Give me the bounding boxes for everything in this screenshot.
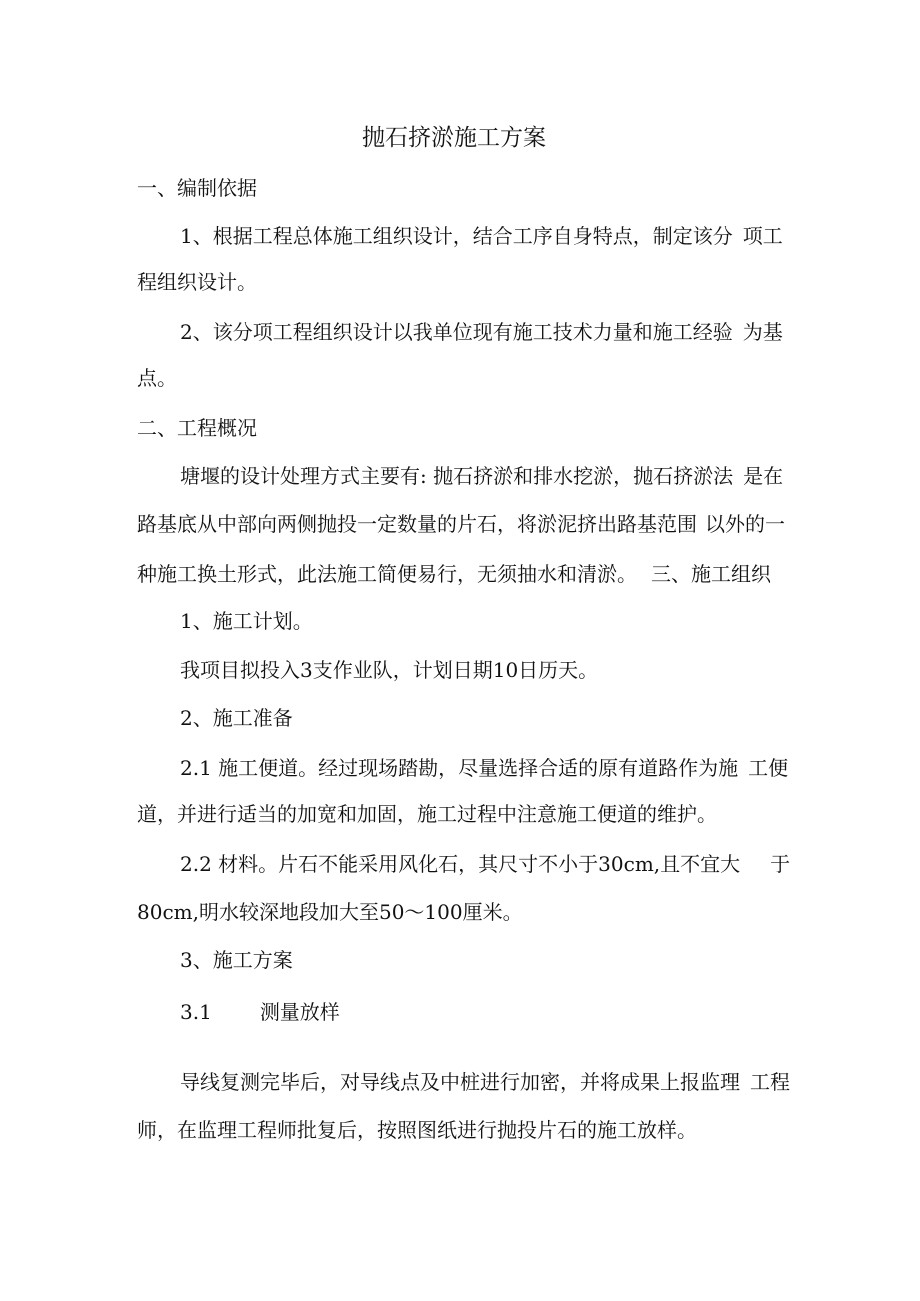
paragraph-2-text-b: 为基 xyxy=(742,320,783,344)
paragraph-1-text-a: 1、根据工程总体施工组织设计，结合工序自身特点，制定该分 xyxy=(180,224,733,248)
prep-2-1-line-2: 道，并进行适当的加宽和加固，施工过程中注意施工便道的维护。 xyxy=(137,802,717,826)
paragraph-2-line-2: 点。 xyxy=(137,366,177,390)
prep-2-1-text-b: 工便 xyxy=(748,756,789,780)
scheme-3-1-line-2: 师，在监理工程师批复后，按照图纸进行抛投片石的施工放样。 xyxy=(137,1118,697,1142)
overview-text-1b: 是在 xyxy=(743,464,784,488)
scheme-3-1-title: 测量放样 xyxy=(259,1000,340,1024)
plan-text: 我项目拟投入3支作业队，计划日期10日历天。 xyxy=(180,658,599,682)
paragraph-1-text-b: 项工 xyxy=(742,224,783,248)
overview-line-3 xyxy=(137,561,771,587)
prep-2-1-line-1 xyxy=(180,755,788,781)
scheme-3-1-heading xyxy=(180,999,340,1025)
scheme-3-1-number: 3.1 xyxy=(180,1000,212,1024)
paragraph-1-line-2: 程组织设计。 xyxy=(137,270,257,294)
scheme-3-1-text-b: 工程 xyxy=(750,1070,790,1094)
overview-text-2a: 路基底从中部向两侧抛投一定数量的片石，将淤泥挤出路基范围 xyxy=(137,512,697,536)
section-heading-basis: 一、编制依据 xyxy=(137,176,257,200)
prep-2-2-text-a: 2.2 材料。片石不能采用风化石，其尺寸不小于30cm,且不宜大 xyxy=(180,852,741,876)
section-heading-overview: 二、工程概况 xyxy=(137,416,257,440)
section-heading-organization: 三、施工组织 xyxy=(651,562,771,586)
paragraph-2-text-a: 2、该分项工程组织设计以我单位现有施工技术力量和施工经验 xyxy=(180,320,733,344)
overview-line-1 xyxy=(180,463,783,489)
paragraph-2-line-1 xyxy=(180,319,783,345)
overview-text-3a: 种施工换土形式，此法施工简便易行，无须抽水和清淤。 xyxy=(137,562,637,586)
overview-text-1a: 塘堰的设计处理方式主要有: 抛石挤淤和排水挖淤，抛石挤淤法 xyxy=(180,464,734,488)
overview-text-2b: 以外的一 xyxy=(705,512,785,536)
paragraph-1-line-1 xyxy=(180,223,783,249)
scheme-3-1-line-1 xyxy=(180,1069,790,1095)
overview-line-2 xyxy=(137,511,785,537)
prep-2-2-line-1 xyxy=(180,851,790,877)
prep-heading: 2、施工准备 xyxy=(180,706,293,730)
plan-heading: 1、施工计划。 xyxy=(180,609,313,633)
document-title: 抛石挤淤施工方案 xyxy=(362,125,546,151)
prep-2-1-text-a: 2.1 施工便道。经过现场踏勘，尽量选择合适的原有道路作为施 xyxy=(180,756,739,780)
prep-2-2-line-2: 80cm,明水较深地段加大至50～100厘米。 xyxy=(137,900,523,924)
prep-2-2-text-b: 于 xyxy=(770,852,791,876)
scheme-heading: 3、施工方案 xyxy=(180,948,293,972)
scheme-3-1-text-a: 导线复测完毕后，对导线点及中桩进行加密，并将成果上报监理 xyxy=(180,1070,740,1094)
